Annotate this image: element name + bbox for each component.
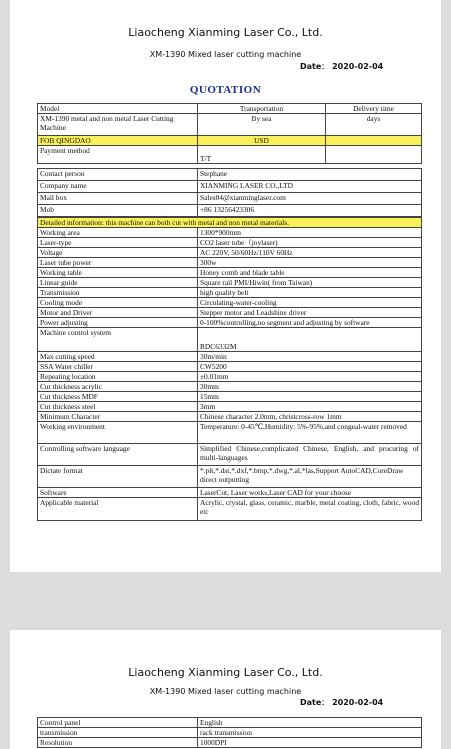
row-label: Mail box (38, 193, 198, 205)
table-row (38, 268, 422, 278)
row-label: Resolution (38, 738, 198, 748)
table-cell: Delivery time (326, 104, 422, 114)
row-label: Repeating location (38, 372, 198, 382)
row-label: Machine control system (38, 328, 198, 352)
row-label: Software (38, 488, 198, 498)
table-row (38, 181, 422, 193)
table-row (38, 248, 422, 258)
machine-title: XM-1390 Mixed laser cutting machine (149, 50, 302, 59)
row-label: Laser-type (38, 238, 198, 248)
table-row (38, 238, 422, 248)
page2-table (37, 717, 422, 748)
table-row (38, 382, 422, 392)
table-row (38, 205, 422, 217)
row-value: XIANMING LASER CO.,LTD (198, 181, 422, 193)
quotation-table (37, 103, 422, 164)
row-value: Simplified Chinese,complicated Chinese, English, and procuring of multi-languages (198, 444, 422, 466)
row-value: Circulating-water-cooling (198, 298, 422, 308)
table-cell: USD (198, 136, 326, 146)
table-row (38, 258, 422, 268)
table-row (38, 114, 422, 136)
row-value: Temperature: 0-45℃,Humidity: 5%-95%,and congeal-water removed (198, 422, 422, 444)
table-cell (326, 136, 422, 146)
table-row (38, 728, 422, 738)
row-label: Power adjusting (38, 318, 198, 328)
row-value: Acrylic, crystal, glass, ceramic, marble, metal coating, cloth, fabric, wood etc (198, 498, 422, 521)
row-label: Minimum Character (38, 412, 198, 422)
row-value: 30m/min (198, 352, 422, 362)
machine-title-2: XM-1390 Mixed laser cutting machine (149, 687, 302, 696)
row-value: Sales04@xianminglaser.com (198, 193, 422, 205)
row-value: Honey comb and blade table (198, 268, 422, 278)
table-row (38, 169, 422, 181)
row-value: AC 220V, 50/60Hz/110V 60Hz (198, 248, 422, 258)
table-row (38, 318, 422, 328)
row-label: SSA Water chiller (38, 362, 198, 372)
row-label: Linear guide (38, 278, 198, 288)
row-label: Working table (38, 268, 198, 278)
table-row (38, 308, 422, 318)
table-row (38, 488, 422, 498)
row-value: LaserCut, Laser works,Laser CAD for your choose (198, 488, 422, 498)
row-value: rack transmission (198, 728, 422, 738)
row-label: Cut thickness acrylic (38, 382, 198, 392)
row-label: Motor and Driver (38, 308, 198, 318)
row-value: CW5200 (198, 362, 422, 372)
table-row (38, 352, 422, 362)
quotation-page-1 (10, 0, 441, 572)
table-row (38, 498, 422, 521)
row-value: ±0.01mm (198, 372, 422, 382)
table-row (38, 444, 422, 466)
table-row (38, 136, 422, 146)
table-row (38, 278, 422, 288)
row-value: 1300*900mm (198, 228, 422, 238)
row-value: 30mm (198, 382, 422, 392)
row-value: 1000DPI (198, 738, 422, 748)
table-cell: By sea (198, 114, 326, 136)
table-row (38, 328, 422, 352)
table-cell: Model (38, 104, 198, 114)
row-value: Stepper motor and Leadshine driver (198, 308, 422, 318)
table-row (38, 193, 422, 205)
row-label: Control panel (38, 718, 198, 728)
row-label: Cooling mode (38, 298, 198, 308)
table-row (38, 402, 422, 412)
row-value: Stephane (198, 169, 422, 181)
row-label: Transmission (38, 288, 198, 298)
row-label: Working area (38, 228, 198, 238)
quote-date-2: Date： 2020-02-04 (300, 698, 384, 707)
table-row (38, 412, 422, 422)
table-row (38, 392, 422, 402)
table-row (38, 104, 422, 114)
table-cell: T/T (198, 146, 326, 164)
detail-note-row (38, 218, 422, 228)
row-value: high quality belt (198, 288, 422, 298)
table-cell: FOB QINGDAO (38, 136, 198, 146)
table-row (38, 146, 422, 164)
table-row (38, 422, 422, 444)
row-value: RDC6332M (198, 328, 422, 352)
row-label: Applicable material (38, 498, 198, 521)
table-row (38, 362, 422, 372)
row-label: Company name (38, 181, 198, 193)
row-label: Controlling software language (38, 444, 198, 466)
table-cell (326, 146, 422, 164)
row-label: Dictate format (38, 466, 198, 488)
table-row (38, 738, 422, 748)
row-label: Cut thickness steel (38, 402, 198, 412)
table-cell: days (326, 114, 422, 136)
table-cell: Payment method (38, 146, 198, 164)
row-label: Cut thickness MDF (38, 392, 198, 402)
table-row (38, 466, 422, 488)
row-value: 0-100%controlling,no segment and adjusting by software (198, 318, 422, 328)
table-row (38, 372, 422, 382)
row-label: Working environment (38, 422, 198, 444)
company-name-2: Liaocheng Xianming Laser Co., Ltd. (128, 666, 323, 679)
row-label: transmission (38, 728, 198, 738)
quotation-heading: QUOTATION (189, 84, 262, 96)
company-name: Liaocheng Xianming Laser Co., Ltd. (128, 26, 323, 39)
row-label: Max cutting speed (38, 352, 198, 362)
table-cell: Transportation (198, 104, 326, 114)
table-row (38, 298, 422, 308)
row-value: CO2 laser tube（joylaser) (198, 238, 422, 248)
quote-date: Date： 2020-02-04 (300, 62, 384, 71)
row-value: Square rail PMI/Hiwin( from Taiwan) (198, 278, 422, 288)
detail-note: Detailed information: this machine can both cut with metal and non metal materials. (38, 218, 422, 228)
table-cell: XM-1390 metal and non metal Laser Cutting Machine (38, 114, 198, 136)
spec-table (37, 217, 422, 521)
row-label: Mob (38, 205, 198, 217)
table-row (38, 718, 422, 728)
row-value: English (198, 718, 422, 728)
row-label: Voltage (38, 248, 198, 258)
row-value: 3mm (198, 402, 422, 412)
quotation-page-2 (10, 630, 441, 749)
row-label: Contact person (38, 169, 198, 181)
row-value: 15mm (198, 392, 422, 402)
row-value: 300w (198, 258, 422, 268)
table-row (38, 288, 422, 298)
row-label: Laser tube power (38, 258, 198, 268)
row-value: *.plt,*.dst,*.dxf,*.bmp,*.dwg,*.al,*las,Support AutoCAD,CoreDraw direct outputting (198, 466, 422, 488)
row-value: Chinese character 2.0mm, christcross-row 1mm (198, 412, 422, 422)
table-row (38, 228, 422, 238)
contact-table (37, 168, 422, 217)
row-value: +86 13256423306 (198, 205, 422, 217)
